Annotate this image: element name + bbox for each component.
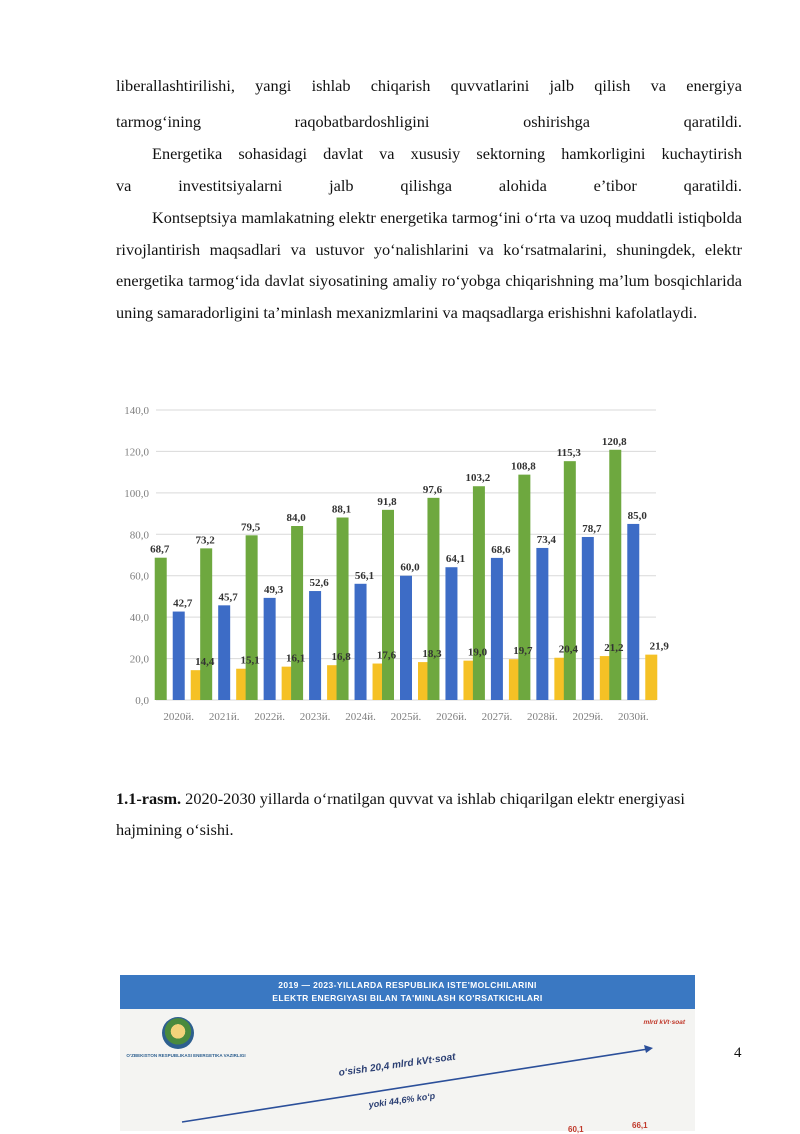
bar-s2 <box>627 524 639 700</box>
bar-s1 <box>155 558 167 700</box>
slide-unit-label: mlrd kVt·soat <box>643 1019 685 1026</box>
slide-percent-text: yoki 44,6% ko‘p <box>368 1090 436 1110</box>
data-label: 60,0 <box>400 561 420 574</box>
data-label: 56,1 <box>354 569 375 582</box>
bar-s1 <box>382 510 394 700</box>
data-label: 79,5 <box>241 521 261 534</box>
x-tick-label: 2028й. <box>527 711 558 723</box>
y-tick-label: 100,0 <box>124 487 149 500</box>
data-label: 88,1 <box>331 503 352 516</box>
x-tick-label: 2029й. <box>572 711 604 723</box>
x-tick-label: 2027й. <box>481 711 513 723</box>
bar-s2 <box>536 548 548 700</box>
x-tick-label: 2026й. <box>436 711 467 723</box>
bar-s1 <box>337 518 349 700</box>
bar-s1 <box>200 548 212 700</box>
data-label: 19,7 <box>513 645 533 658</box>
bar-s2 <box>355 584 367 700</box>
y-tick-label: 40,0 <box>129 612 149 625</box>
data-label: 120,8 <box>601 435 627 448</box>
bar-chart <box>116 395 669 740</box>
slide-value-b: 60,1 <box>568 1125 584 1134</box>
data-label: 42,7 <box>173 597 193 610</box>
bar-s3 <box>645 655 657 700</box>
embedded-slide-image <box>120 975 695 1134</box>
x-tick-label: 2023й. <box>299 711 331 723</box>
data-label: 91,8 <box>377 495 397 508</box>
paragraph-2-line-2: va investitsiyalarni jalb qilishga alohida e’tibor qaratildi. <box>116 176 742 195</box>
paragraph-2-line-1: Energetika sohasidagi davlat va xususiy sektorning hamkorligini kuchaytirish <box>152 144 742 163</box>
bar-s1 <box>609 450 621 700</box>
bar-s2 <box>400 576 412 700</box>
y-tick-label: 80,0 <box>129 529 149 542</box>
y-tick-label: 60,0 <box>129 570 149 583</box>
x-axis-ticks <box>163 711 648 723</box>
page-number: 4 <box>734 1045 742 1061</box>
data-label: 18,3 <box>422 648 442 661</box>
bar-s1 <box>473 486 485 700</box>
x-tick-label: 2030й. <box>617 711 649 723</box>
y-tick-label: 140,0 <box>124 405 149 417</box>
data-label: 108,8 <box>510 460 536 473</box>
data-label: 16,8 <box>331 651 351 664</box>
data-label: 68,6 <box>491 543 511 556</box>
bar-s2 <box>445 567 457 700</box>
paragraph-3: Kontseptsiya mamlakatning elektr energetika tarmog‘ini o‘rta va uzoq muddatli istiqbolda rivojlantirish maqsadlari va ustuvor yo‘nalishlarini va ko‘rsatmalarini, shuningdek, elektr energetika tarmog‘ida davlat siyosatining amaliy ro‘yobga chiqarishning ma’lum bosqichlarida uning samaradorligini ta’minlash mexanizmlarini va maqsadlarga erishishni kafolatlaydi. <box>116 208 742 322</box>
bar-s2 <box>582 537 594 700</box>
slide-title-line-1: 2019 — 2023-YILLARDA RESPUBLIKA ISTE'MOLCHILARINI <box>278 980 537 990</box>
data-label: 20,4 <box>558 643 578 656</box>
bar-s1 <box>564 461 576 700</box>
ministry-name: O‘ZBEKISTON RESPUBLIKASI ENERGETIKA VAZIRLIGI <box>126 1053 246 1058</box>
bar-s2 <box>173 612 185 700</box>
x-tick-label: 2021й. <box>208 711 240 723</box>
data-label: 97,6 <box>422 483 443 496</box>
bar-s2 <box>309 591 321 700</box>
data-label: 16,1 <box>286 652 306 665</box>
data-label: 85,0 <box>627 509 647 522</box>
data-label: 15,1 <box>240 654 260 667</box>
x-tick-label: 2022й. <box>254 711 285 723</box>
data-label: 49,3 <box>264 583 284 596</box>
slide-value-a: 66,1 <box>632 1121 648 1130</box>
data-label: 17,6 <box>376 649 397 662</box>
bar-s1 <box>518 475 530 700</box>
chart-bars <box>155 450 658 700</box>
slide-title-line-2: ELEKTR ENERGIYASI BILAN TA'MINLASH KO'RSATKICHLARI <box>272 993 543 1003</box>
x-tick-label: 2025й. <box>390 711 422 723</box>
caption-label: 1.1-rasm. <box>116 789 182 808</box>
growth-arrow-icon <box>120 975 695 1131</box>
data-label: 21,9 <box>649 640 669 653</box>
data-label: 21,2 <box>604 642 624 655</box>
data-label: 52,6 <box>309 577 329 590</box>
data-label: 73,2 <box>195 534 215 547</box>
paragraph-1-line-1: liberallashtirilishi, yangi ishlab chiqarish quvvatlarini jalb qilish va energiya <box>116 76 742 95</box>
y-tick-label: 0,0 <box>135 695 149 707</box>
x-tick-label: 2024й. <box>345 711 376 723</box>
data-label: 78,7 <box>582 522 602 535</box>
data-label: 73,4 <box>536 533 556 546</box>
data-label: 84,0 <box>286 512 306 524</box>
figure-caption <box>116 783 716 845</box>
y-axis-ticks <box>124 405 149 707</box>
paragraph-1-line-2: tarmog‘ining raqobatbardoshligini oshirishga qaratildi. <box>116 112 742 131</box>
data-label: 103,2 <box>465 472 491 485</box>
bar-s2 <box>491 558 503 700</box>
data-label: 68,7 <box>150 543 170 556</box>
bar-s1 <box>427 498 439 700</box>
data-label: 19,0 <box>467 646 488 659</box>
caption-text: 2020-2030 yillarda o‘rnatilgan quvvat va ishlab chiqarilgan elektr energiyasi hajmining o‘sishi. <box>116 789 685 839</box>
bar-s2 <box>264 598 276 700</box>
data-label: 14,4 <box>195 656 215 669</box>
y-tick-label: 120,0 <box>124 446 149 459</box>
x-tick-label: 2020й. <box>163 711 195 723</box>
bar-s1 <box>246 535 258 700</box>
data-label: 115,3 <box>556 447 581 460</box>
data-label: 64,1 <box>445 553 466 566</box>
bar-s1 <box>291 526 303 700</box>
bar-s2 <box>218 605 230 700</box>
slide-growth-text: o‘sish 20,4 mlrd kVt·soat <box>338 1051 457 1079</box>
y-tick-label: 20,0 <box>129 653 149 666</box>
data-label: 45,7 <box>218 591 238 604</box>
